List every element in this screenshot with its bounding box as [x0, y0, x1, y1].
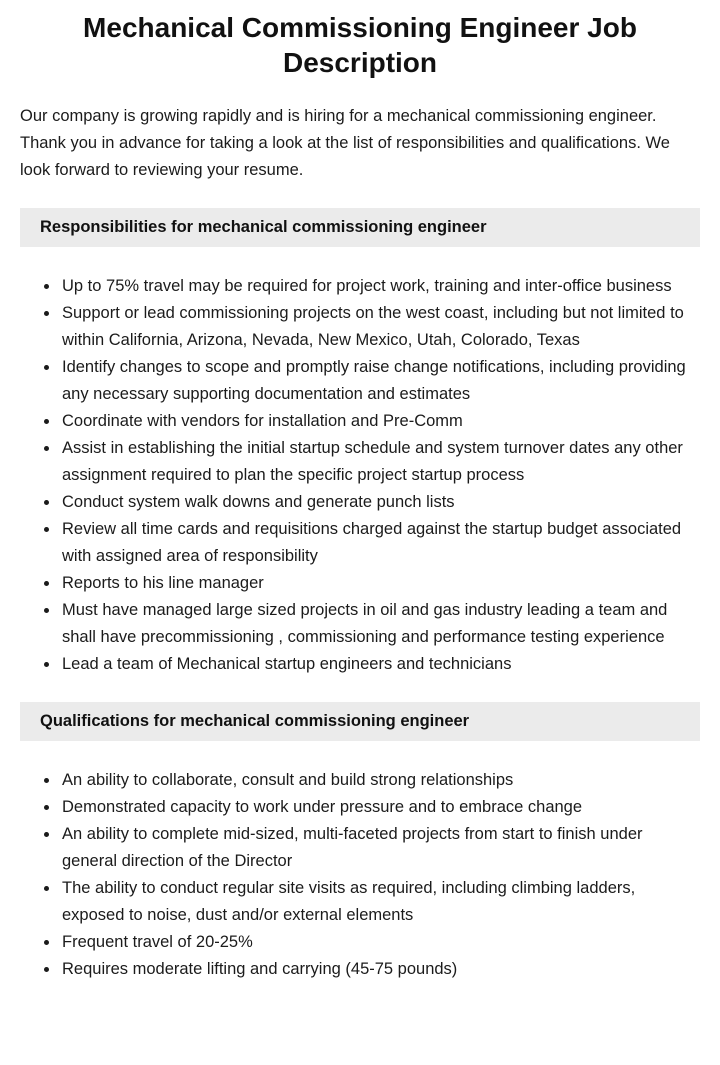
list-item: • The ability to conduct regular site visits as required, including climbing ladders, exposed to noise, dust and/or external elements: [60, 875, 700, 929]
page-title: Mechanical Commissioning Engineer Job Description: [83, 12, 637, 78]
intro-paragraph: Our company is growing rapidly and is hiring for a mechanical commissioning engineer. Thank you in advance for taking a look at the list of responsibilities and qualifications. We look forward to reviewing your resume.: [20, 107, 670, 179]
qualifications-list: [20, 767, 700, 983]
list-item: • Conduct system walk downs and generate punch lists: [60, 489, 700, 516]
section-heading-responsibilities: Responsibilities for mechanical commissioning engineer: [20, 208, 700, 247]
list-item: • Frequent travel of 20-25%: [60, 929, 700, 956]
list-item: • Assist in establishing the initial startup schedule and system turnover dates any other assignment required to plan the specific project startup process: [60, 435, 700, 489]
section-responsibilities: [20, 208, 700, 678]
list-item: • Support or lead commissioning projects on the west coast, including but not limited to within California, Arizona, Nevada, New Mexico, Utah, Colorado, Texas: [60, 300, 700, 354]
list-item: • Lead a team of Mechanical startup engineers and technicians: [60, 651, 700, 678]
section-heading-qualifications: Qualifications for mechanical commissioning engineer: [20, 702, 700, 741]
list-item: • Must have managed large sized projects in oil and gas industry leading a team and shall have precommissioning , commissioning and performance testing experience: [60, 597, 700, 651]
list-item: • Requires moderate lifting and carrying (45-75 pounds): [60, 956, 700, 983]
list-item: • Identify changes to scope and promptly raise change notifications, including providing any necessary supporting documentation and estimates: [60, 354, 700, 408]
list-item: • Demonstrated capacity to work under pressure and to embrace change: [60, 794, 700, 821]
section-qualifications: [20, 702, 700, 983]
list-item: • An ability to collaborate, consult and build strong relationships: [60, 767, 700, 794]
list-item: • Reports to his line manager: [60, 570, 700, 597]
list-item: • Coordinate with vendors for installation and Pre-Comm: [60, 408, 700, 435]
responsibilities-list: [20, 273, 700, 678]
list-item: • Review all time cards and requisitions charged against the startup budget associated with assigned area of responsibility: [60, 516, 700, 570]
list-item: • An ability to complete mid-sized, multi-faceted projects from start to finish under general direction of the Director: [60, 821, 700, 875]
list-item: • Up to 75% travel may be required for project work, training and inter-office business: [60, 273, 700, 300]
